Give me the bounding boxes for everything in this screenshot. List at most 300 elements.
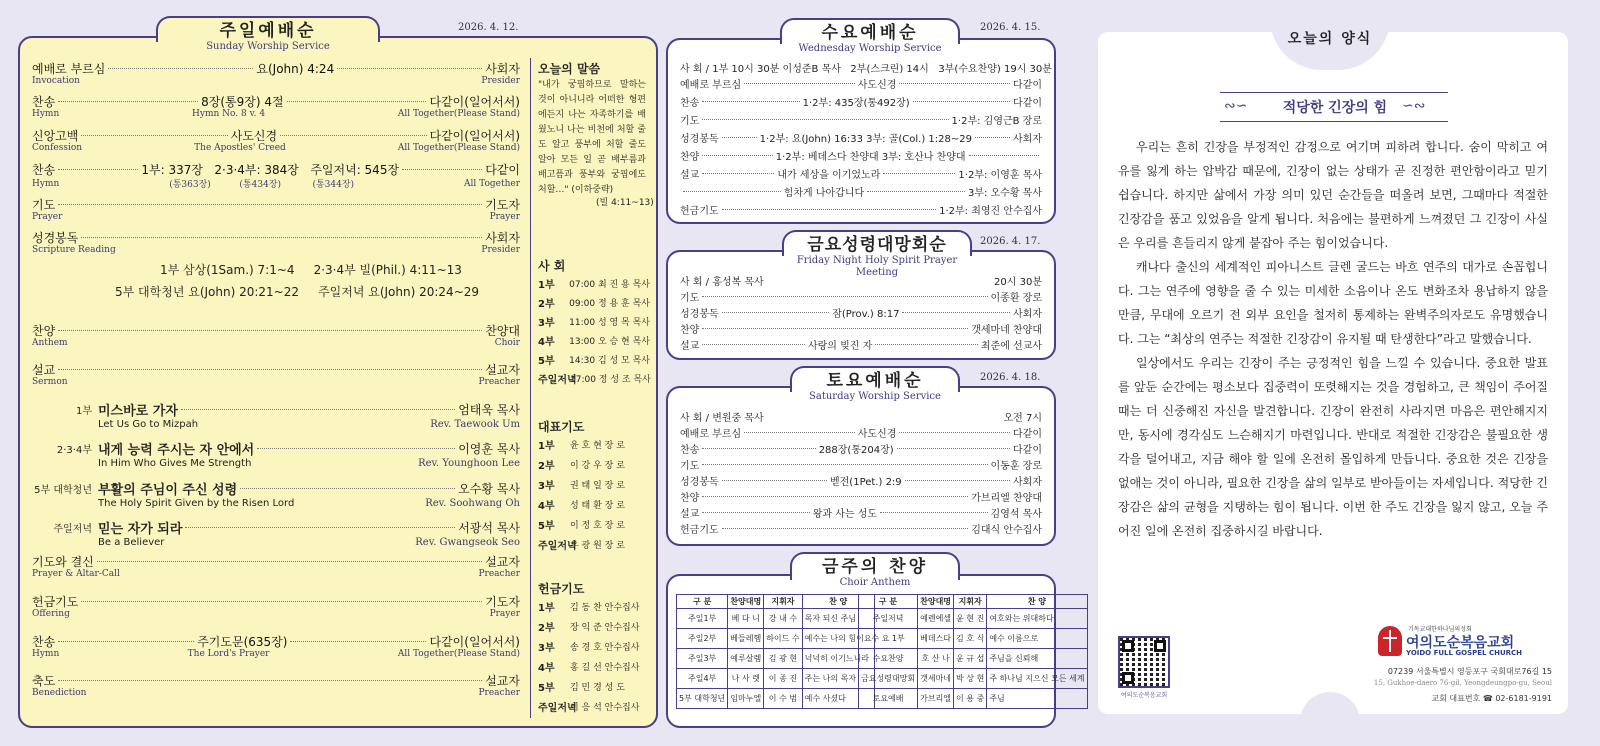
prayer-title: 대표기도 (538, 420, 585, 434)
order-leader: 설교자 (485, 674, 520, 688)
fri-subtitle: Friday Night Holy Spirit Prayer Meeting (796, 255, 958, 278)
choir-subtitle: Choir Anthem (839, 577, 911, 588)
table-cell: 강 내 수 (764, 609, 802, 629)
dot-leader (702, 512, 809, 513)
wed-tab (780, 18, 960, 54)
table-row (677, 609, 875, 629)
row-label: 예배로 부르심 (680, 429, 742, 440)
row-leader: 1·2부: 최영진 안수집사 (939, 206, 1042, 217)
dot-leader (108, 68, 253, 69)
flourish-right-icon: ∽∾ (1402, 98, 1426, 114)
order-detail: 주기도문(635장) (197, 635, 288, 649)
choir-title: 금주의 찬양 (821, 557, 929, 577)
table-cell: 5부 대학청년 (677, 689, 728, 709)
side-item-value: 11:00 성 영 목 목사 (569, 318, 650, 328)
choir-table-right (858, 594, 1088, 709)
table-row (859, 609, 1088, 629)
order-row-en (32, 649, 520, 659)
order-row-en (32, 177, 520, 190)
order-row (32, 161, 520, 178)
table-row (677, 669, 875, 689)
church-name-kr: 여의도순복음교회 (1406, 635, 1515, 651)
dot-leader (883, 173, 955, 174)
service-row (680, 473, 1042, 488)
sermon-row-en (98, 458, 520, 469)
dot-leader (287, 101, 427, 102)
sermon-title-en: The Holy Spirit Given by the Risen Lord (98, 498, 295, 509)
service-row (680, 289, 1042, 304)
table-cell: 이 종 진 (764, 669, 802, 689)
dot-leader (722, 528, 969, 529)
table-row (677, 649, 875, 669)
table-cell: 주님을 신뢰해 (987, 649, 1087, 669)
sermon-title-en: In Him Who Gives Me Strength (98, 458, 252, 469)
order-leader: 설교자 (485, 363, 520, 377)
side-item-value: 07:00 최 진 용 목사 (569, 280, 650, 290)
order-label: 기도 (32, 198, 56, 212)
word-ref: (빌 4:11~13) (596, 198, 654, 208)
table-cell: 김 광 현 (764, 649, 802, 669)
order-row (32, 60, 520, 77)
order-leader-en: Presider (481, 245, 520, 255)
dot-leader (97, 561, 482, 562)
sat-tab (790, 366, 960, 402)
side-list-item (538, 314, 650, 329)
row-leader: 사회자 (1013, 477, 1042, 488)
row-label: 기도 (680, 116, 700, 127)
order-leader-en: All Together(Please Stand) (397, 143, 520, 153)
table-cell: 수 요 1부 (859, 629, 918, 649)
side-list-item (538, 295, 650, 310)
side-list-item (538, 599, 650, 614)
service-row (680, 305, 1042, 320)
sermon-service: 1부 (75, 406, 92, 417)
table-cell: 여호와는 위대하다 (987, 609, 1087, 629)
side-item-value: 09:00 정 용 훈 목사 (569, 299, 650, 309)
fri-host: 사 회 / 홍성복 목사 (680, 277, 764, 288)
order-row (32, 361, 520, 378)
sermon-preacher: 엄태욱 목사 (458, 403, 520, 417)
table-cell: 목자 되신 주님 (802, 609, 874, 629)
order-label: 예배로 부르심 (32, 62, 106, 76)
wed-subtitle: Wednesday Worship Service (798, 43, 942, 54)
dot-leader (899, 432, 1010, 433)
order-label: 찬송 (32, 163, 56, 177)
order-label: 찬송 (32, 635, 56, 649)
side-list-item (538, 371, 650, 386)
order-label: 찬송 (32, 95, 56, 109)
sunday-scripture-1: 1부 삼상(1Sam.) 7:1~4 2·3·4부 빌(Phil.) 4:11~13 (160, 263, 462, 277)
table-row (859, 669, 1088, 689)
order-leader-en: Preacher (478, 569, 520, 579)
wed-title: 수요예배순 (821, 23, 919, 43)
order-row-en (32, 569, 520, 579)
offer-title: 헌금기도 (538, 582, 585, 596)
order-leader-en: Choir (494, 338, 520, 348)
order-detail: 요(John) 4:24 (256, 62, 335, 76)
side-item-label: 4부 (538, 663, 555, 674)
side-list-item (538, 517, 650, 532)
dot-leader (58, 369, 482, 370)
order-label: 축도 (32, 674, 56, 688)
order-row-en (32, 109, 520, 119)
order-label-en: Hymn (32, 109, 60, 119)
word-text: "내가 궁핍하므로 말하는 것이 아니니라 어떠한 형편에든지 나는 자족하기를 배웠노니 나는 비천에 처할 줄도 알고 풍부에 처할 줄도 알아 모든 일 곧 배부름과 배고픔과 풍부와 궁핍에도 처할…" (이하중략) (538, 80, 646, 195)
table-cell: 호 산 나 (918, 649, 954, 669)
sermon-title: 부활의 주님이 주신 성령 (98, 483, 238, 498)
dot-leader (867, 191, 965, 192)
row-detail: 사도신경 (857, 429, 897, 440)
order-leader: 설교자 (485, 555, 520, 569)
church-logo-icon (1378, 626, 1402, 656)
dot-leader (402, 169, 482, 170)
table-cell: 예루살렘 (728, 649, 764, 669)
sermon-title: 믿는 자가 되라 (98, 522, 183, 537)
address-kr: 07239 서울특별시 영등포구 국회대로76길 15 (1387, 667, 1552, 676)
table-cell: 가브리엘 (918, 689, 954, 709)
side-item-label: 3부 (538, 318, 555, 329)
order-leader-en: Prayer (489, 212, 520, 222)
table-cell: 예수 이름으로 (987, 629, 1087, 649)
table-header-row (859, 595, 1088, 609)
row-label: 성경봉독 (680, 134, 719, 145)
side-list-item (538, 333, 650, 348)
today-article (1118, 135, 1548, 543)
order-detail-en: Hymn No. 8 v. 4 (192, 109, 266, 119)
order-row-en (32, 377, 520, 387)
side-item-label: 주일저녁 (538, 375, 577, 386)
table-cell: 김 호 식 (954, 629, 987, 649)
side-list-item (538, 352, 650, 367)
side-item-value: 장 익 준 안수집사 (570, 623, 640, 633)
today-title: 적당한 긴장의 힘 (1282, 100, 1388, 116)
order-label-en: Sermon (32, 377, 68, 387)
side-list-item (538, 619, 650, 634)
table-cell: 주일4부 (677, 669, 728, 689)
order-leader-en: Prayer (489, 609, 520, 619)
flourish-left-icon: ∾∽ (1224, 98, 1248, 114)
side-item-label: 1부 (538, 280, 555, 291)
fri-date: 2026. 4. 17. (980, 236, 1041, 247)
row-detail: 잠(Prov.) 8:17 (832, 309, 900, 320)
side-list-item (538, 699, 650, 714)
order-detail: 8장(통9장) 4절 (201, 95, 284, 109)
row-label: 성경봉독 (680, 309, 719, 320)
qr-code-icon (1118, 636, 1170, 688)
order-leader: 다같이(일어서서) (429, 129, 521, 143)
order-label-en: Offering (32, 609, 70, 619)
row-detail: 288장(통204장) (818, 445, 894, 456)
dot-leader (58, 680, 482, 681)
row-leader: 이종환 장로 (990, 293, 1042, 304)
service-row (680, 457, 1042, 472)
dot-leader (58, 169, 138, 170)
side-item-label: 3부 (538, 481, 555, 492)
dot-leader (702, 496, 968, 497)
table-cell: 윤 현 진 (954, 609, 987, 629)
order-leader: 다같이(일어서서) (429, 95, 520, 109)
row-detail: 벧전(1Pet.) 2:9 (829, 477, 902, 488)
dot-leader (744, 432, 855, 433)
fri-tab (782, 230, 972, 278)
service-row (680, 148, 1042, 163)
sat-date: 2026. 4. 18. (980, 372, 1041, 383)
dot-leader (702, 344, 805, 345)
table-row (677, 689, 875, 709)
sermon-title: 내게 능력 주시는 자 안에서 (98, 443, 255, 458)
order-row-en (32, 338, 520, 348)
order-label: 찬양 (32, 324, 56, 338)
table-header: 찬양대명 (918, 595, 954, 609)
table-cell: 주일저녁 (859, 609, 918, 629)
sermon-preacher-en: Rev. Soohwang Oh (425, 498, 520, 509)
row-label: 헌금기도 (680, 206, 719, 217)
sermon-title-en: Be a Believer (98, 537, 165, 548)
order-row (32, 93, 520, 110)
service-row (680, 130, 1042, 145)
today-header: 오늘의 양식 (1287, 31, 1373, 47)
table-header: 지휘자 (954, 595, 987, 609)
side-item-label: 주일저녁 (538, 541, 577, 552)
dot-leader (975, 137, 1010, 138)
fri-title: 금요성령대망회순 (807, 235, 947, 255)
side-item-label: 4부 (538, 501, 555, 512)
dot-leader (702, 173, 774, 174)
sunday-tab (156, 16, 380, 52)
order-row-en (32, 143, 520, 153)
row-detail: 사랑의 빚진 자 (807, 341, 873, 352)
dot-leader (880, 512, 987, 513)
church-name-en: YOIDO FULL GOSPEL CHURCH (1406, 649, 1523, 657)
row-detail: 힘차게 나아갑니다 (783, 188, 865, 199)
order-detail: 1부: 337장 2·3·4부: 384장 주일저녁: 545장 (141, 163, 400, 177)
sermon-service: 주일저녁 (53, 524, 92, 535)
sermon-row-en (98, 419, 520, 430)
order-row-en (32, 245, 520, 255)
wed-host: 사 회 / 1부 10시 30분 이성준B 목사 2부(스크린) 14시 3부(수요찬양) 19시 30분 (680, 64, 1052, 75)
row-leader: 사회자 (1013, 134, 1043, 145)
order-label-en: Prayer & Altar-Call (32, 569, 120, 579)
order-label: 헌금기도 (32, 595, 79, 609)
side-list-item (538, 537, 650, 552)
order-row (32, 322, 520, 339)
dot-leader (337, 68, 482, 69)
row-label: 기도 (680, 461, 700, 472)
service-row (680, 76, 1042, 91)
dot-leader (181, 409, 455, 410)
table-cell: 예렌에셀 (918, 609, 954, 629)
table-header: 구 분 (677, 595, 728, 609)
order-leader-en: Preacher (478, 688, 520, 698)
service-row (680, 521, 1042, 536)
order-row-en (32, 212, 520, 222)
order-leader-en: Presider (481, 76, 520, 86)
order-leader-en: All Together(Please Stand) (397, 649, 520, 659)
sermon-preacher: 오수황 목사 (458, 482, 520, 496)
row-label: 찬송 (680, 445, 700, 456)
order-leader-en: All Together(Please Stand) (397, 109, 520, 119)
row-label: 설교 (680, 341, 700, 352)
table-row (859, 689, 1088, 709)
church-small: 기독교대한하나님의성회 (1408, 626, 1472, 633)
dot-leader (58, 204, 482, 205)
order-detail-en: (통363장) (통434장) (통344장) (169, 180, 355, 190)
order-row (32, 127, 520, 144)
dot-leader (58, 330, 482, 331)
order-label-en: Scripture Reading (32, 245, 116, 255)
side-item-label: 주일저녁 (538, 703, 577, 714)
phone: 교회 대표번호 ☎ 02-6181-9191 (1431, 694, 1552, 703)
today-title-rule-bottom (1220, 121, 1448, 122)
side-item-label: 5부 (538, 683, 555, 694)
service-row (680, 94, 1042, 109)
table-cell: 금요성령대망회 (859, 669, 918, 689)
order-row (32, 229, 520, 246)
dot-leader (702, 328, 968, 329)
side-list-item (538, 659, 650, 674)
dot-leader (81, 135, 227, 136)
row-label: 기도 (680, 293, 700, 304)
sermon-title-en: Let Us Go to Mizpah (98, 419, 199, 430)
order-row-en (32, 609, 520, 619)
order-label: 성경봉독 (32, 231, 79, 245)
dot-leader (185, 527, 455, 528)
sermon-service: 5부 대학청년 (34, 485, 92, 496)
table-cell: 베들레헴 (728, 629, 764, 649)
order-leader: 다같이(일어서서) (429, 635, 520, 649)
row-detail: 1·2부: 베데스다 찬양대 3부: 호산나 찬양대 (775, 152, 966, 163)
order-detail-en: The Apostles' Creed (194, 143, 286, 153)
dot-leader (290, 641, 426, 642)
side-item-value: 송 경 호 안수집사 (570, 643, 640, 653)
service-row (680, 505, 1042, 520)
side-item-value: 윤 호 현 장 로 (570, 441, 625, 451)
side-list-item (538, 497, 650, 512)
order-label-en: Prayer (32, 212, 63, 222)
order-row (32, 633, 520, 650)
sermon-row-en (98, 537, 520, 548)
row-detail: 1·2부: 요(John) 16:33 3부: 골(Col.) 1:28~29 (759, 134, 972, 145)
side-item-label: 5부 (538, 356, 555, 367)
dot-leader (81, 237, 482, 238)
sermon-preacher-en: Rev. Younghoon Lee (418, 458, 520, 469)
dot-leader (280, 135, 426, 136)
table-header-row (677, 595, 875, 609)
table-cell: 베 다 니 (728, 609, 764, 629)
table-cell: 이 수 범 (764, 689, 802, 709)
table-row (859, 649, 1088, 669)
row-detail: 내가 세상을 이기었노라 (777, 170, 881, 181)
dot-leader (722, 480, 827, 481)
side-item-label: 5부 (538, 521, 555, 532)
dot-leader (722, 137, 757, 138)
side-item-value: 김 동 찬 안수집사 (570, 603, 640, 613)
side-item-label: 1부 (538, 441, 555, 452)
side-list-item (538, 679, 650, 694)
sermon-row (32, 518, 520, 537)
dot-leader (58, 641, 194, 642)
sermon-preacher-en: Rev. Gwangseok Seo (415, 537, 520, 548)
order-label-en: Anthem (32, 338, 68, 348)
sermon-row-en (98, 498, 520, 509)
dot-leader (683, 191, 781, 192)
table-cell: 수요찬양 (859, 649, 918, 669)
order-label-en: Hymn (32, 178, 60, 189)
row-leader: 1·2부: 김영근B 장로 (951, 116, 1042, 127)
dot-leader (899, 83, 1010, 84)
service-row (680, 321, 1042, 336)
table-cell: 예수 사셨다 (802, 689, 874, 709)
row-label: 헌금기도 (680, 525, 719, 536)
order-row (32, 196, 520, 213)
table-cell: 주일3부 (677, 649, 728, 669)
dot-leader (58, 101, 198, 102)
order-row (32, 672, 520, 689)
row-leader: 최준에 선교사 (980, 341, 1043, 352)
table-cell: 윤 규 섭 (954, 649, 987, 669)
dot-leader (240, 488, 455, 489)
dot-leader (81, 601, 482, 602)
table-cell: 박 상 현 (954, 669, 987, 689)
side-item-value: 권 태 일 장 로 (570, 481, 625, 491)
row-detail: 왕과 사는 성도 (812, 509, 878, 520)
row-label: 찬양 (680, 152, 700, 163)
row-label: 예배로 부르심 (680, 80, 742, 91)
side-item-label: 1부 (538, 603, 555, 614)
side-item-value: 홍 길 선 안수집사 (570, 663, 640, 673)
row-label: 찬양 (680, 325, 700, 336)
sat-title: 토요예배순 (826, 371, 924, 391)
row-detail: 사도신경 (857, 80, 897, 91)
side-item-value: 김 민 경 성 도 (570, 683, 625, 693)
table-cell: 이 용 중 (954, 689, 987, 709)
dot-leader (702, 448, 815, 449)
dot-leader (913, 101, 1010, 102)
word-title: 오늘의 말씀 (538, 62, 601, 76)
dot-leader (702, 155, 772, 156)
row-leader: 가브리엘 찬양대 (971, 493, 1042, 504)
order-leader-en: Preacher (478, 377, 520, 387)
sermon-row (32, 400, 520, 419)
row-leader: 3부: 오수황 목사 (967, 188, 1042, 199)
order-detail-en: The Lord's Prayer (187, 649, 270, 659)
side-item-value: 우 광 원 장 로 (570, 541, 625, 551)
sermon-preacher: 이영훈 목사 (458, 442, 520, 456)
sunday-subtitle: Sunday Worship Service (206, 41, 330, 52)
side-item-value: 성 태 환 장 로 (570, 501, 625, 511)
dot-leader (702, 464, 987, 465)
side-item-value: 14:30 김 성 모 목사 (569, 356, 650, 366)
order-row-en (32, 76, 520, 86)
dot-leader (702, 119, 948, 120)
row-leader: 김대식 안수집사 (971, 525, 1042, 536)
dot-leader (702, 296, 987, 297)
side-item-label: 3부 (538, 643, 555, 654)
order-leader: 사회자 (485, 62, 520, 76)
order-label-en: Benediction (32, 688, 87, 698)
dot-leader (722, 312, 830, 313)
row-leader: 다같이 (1013, 80, 1043, 91)
side-item-value: 이 응 석 안수집사 (570, 703, 640, 713)
wed-date: 2026. 4. 15. (980, 22, 1041, 33)
sermon-row (32, 479, 520, 498)
side-list-item (538, 437, 650, 452)
side-item-value: 17:00 정 성 조 목사 (570, 375, 651, 385)
choir-tab (790, 552, 960, 588)
table-header: 구 분 (859, 595, 918, 609)
sermon-service: 2·3·4부 (56, 445, 92, 456)
side-divider (530, 58, 531, 718)
